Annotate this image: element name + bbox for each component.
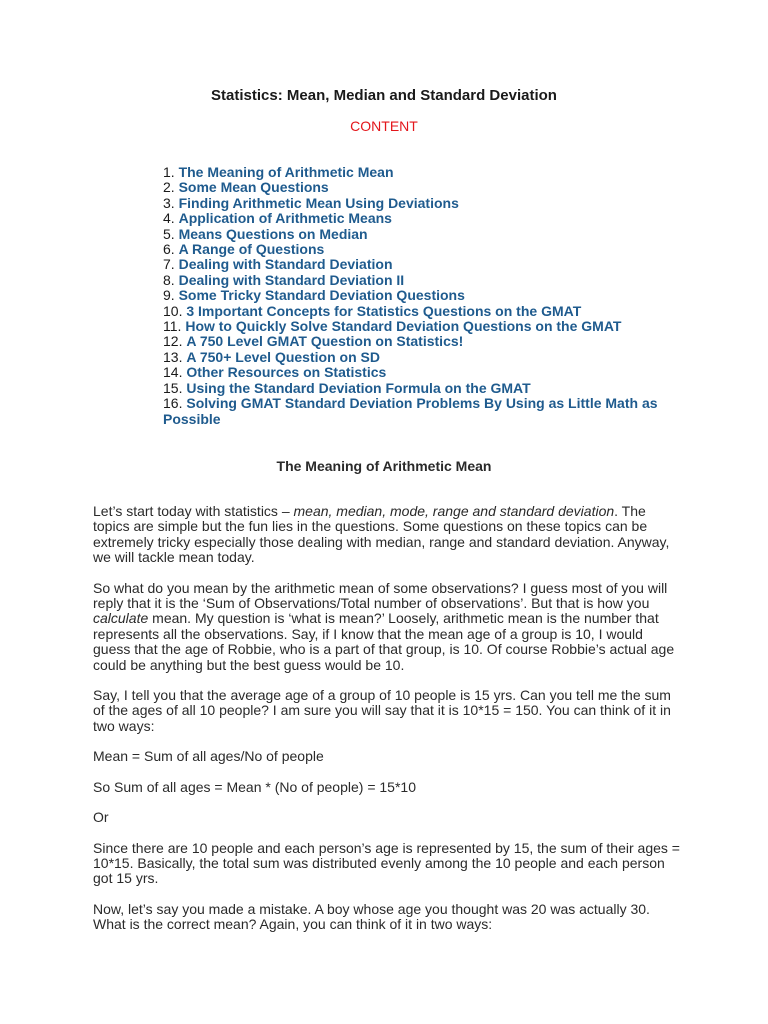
paragraph-2-emphasis: calculate <box>93 610 149 627</box>
body-text <box>93 504 683 948</box>
paragraph-6: Or <box>93 809 109 826</box>
toc-item <box>163 319 683 334</box>
toc-link-16[interactable]: Solving GMAT Standard Deviation Problems By Using as Little Math as Possible <box>163 395 658 427</box>
toc-number: 1. <box>163 164 175 180</box>
toc-link-5[interactable]: Means Questions on Median <box>178 225 368 242</box>
paragraph-4: Mean = Sum of all ages/No of people <box>93 748 324 765</box>
paragraph-2 <box>93 581 683 673</box>
toc-link-13[interactable]: A 750+ Level Question on SD <box>186 348 380 365</box>
toc-item <box>163 304 683 319</box>
toc-link-12[interactable]: A 750 Level GMAT Question on Statistics! <box>186 333 464 350</box>
toc-number: 10. <box>163 302 183 319</box>
toc-item <box>163 227 683 242</box>
toc-number: 4. <box>163 210 175 227</box>
toc-item <box>163 165 683 180</box>
section-heading: The Meaning of Arithmetic Mean <box>276 458 492 474</box>
toc-item <box>163 365 683 380</box>
toc-number: 8. <box>163 271 175 288</box>
toc-number: 13. <box>163 348 183 365</box>
toc-number: 11. <box>163 318 182 335</box>
toc-link-2[interactable]: Some Mean Questions <box>178 179 329 196</box>
toc-number: 7. <box>163 256 175 273</box>
paragraph-2-a: So what do you mean by the arithmetic mean of some observations? I guess most of you will reply that it is the ‘Sum of Observations/Total number of observations’. But that is how you <box>93 579 668 612</box>
toc-link-3[interactable]: Finding Arithmetic Mean Using Deviations <box>178 194 459 211</box>
toc-item <box>163 288 683 303</box>
paragraph-2-b: mean. My question is ‘what is mean?’ Loosely, arithmetic mean is the number that represents all the observations. Say, if I know that the mean age of a group is 10, I would guess that the age of Robbie, who is a part of that group, is 10. Of course Robbie’s actual age could be anything but the best guess would be 10. <box>93 610 675 673</box>
toc-link-4[interactable]: Application of Arithmetic Means <box>178 210 392 227</box>
toc-item <box>163 273 683 288</box>
toc-item <box>163 381 683 396</box>
toc-link-11[interactable]: How to Quickly Solve Standard Deviation Questions on the GMAT <box>185 318 622 335</box>
toc-number: 2. <box>163 179 175 196</box>
paragraph-7: Since there are 10 people and each person’s age is represented by 15, the sum of their ages = 10*15. Basically, the total sum was distributed evenly among the 10 people and each person got 15 yrs. <box>93 839 680 887</box>
content-label: CONTENT <box>350 118 418 134</box>
toc-number: 6. <box>163 241 175 258</box>
toc-number: 5. <box>163 225 175 242</box>
toc-link-8[interactable]: Dealing with Standard Deviation II <box>178 271 405 288</box>
paragraph-1-a: Let’s start today with statistics – <box>93 503 294 519</box>
toc-link-10[interactable]: 3 Important Concepts for Statistics Questions on the GMAT <box>186 302 582 319</box>
toc-number: 16. <box>163 395 183 412</box>
toc-number: 14. <box>163 364 183 381</box>
toc-link-14[interactable]: Other Resources on Statistics <box>186 364 387 381</box>
toc-number: 9. <box>163 287 175 304</box>
toc-number: 12. <box>163 333 183 350</box>
toc-item <box>163 196 683 211</box>
paragraph-1-b: . The topics are simple but the fun lies in the questions. Some questions on these topics can be extremely tricky especially those dealing with median, range and standard deviation. Anyway, we will tackle mean today. <box>93 503 670 566</box>
toc-item <box>163 350 683 365</box>
toc-item <box>163 334 683 349</box>
paragraph-1-emphasis: mean, median, mode, range and standard deviation <box>293 503 615 519</box>
toc-item <box>163 211 683 226</box>
toc-link-7[interactable]: Dealing with Standard Deviation <box>178 256 393 273</box>
toc-item <box>163 257 683 272</box>
paragraph-1 <box>93 504 683 566</box>
paragraph-8: Now, let’s say you made a mistake. A boy whose age you thought was 20 was actually 30. What is the correct mean? Again, you can think of it in two ways: <box>93 900 650 933</box>
paragraph-5: So Sum of all ages = Mean * (No of people) = 15*10 <box>93 778 416 795</box>
toc-item <box>163 242 683 257</box>
toc-item <box>163 180 683 195</box>
toc-link-1[interactable]: The Meaning of Arithmetic Mean <box>178 164 394 180</box>
toc-number: 3. <box>163 194 175 211</box>
toc-link-15[interactable]: Using the Standard Deviation Formula on the GMAT <box>186 379 531 396</box>
toc-link-6[interactable]: A Range of Questions <box>178 241 325 258</box>
document-title: Statistics: Mean, Median and Standard Deviation <box>211 87 557 104</box>
toc-item <box>163 396 683 427</box>
toc-link-9[interactable]: Some Tricky Standard Deviation Questions <box>178 287 465 304</box>
table-of-contents <box>163 165 683 427</box>
toc-number: 15. <box>163 379 183 396</box>
paragraph-3: Say, I tell you that the average age of a group of 10 people is 15 yrs. Can you tell me the sum of the ages of all 10 people? I am sure you will say that it is 10*15 = 150. You can think of it in two ways: <box>93 687 671 734</box>
